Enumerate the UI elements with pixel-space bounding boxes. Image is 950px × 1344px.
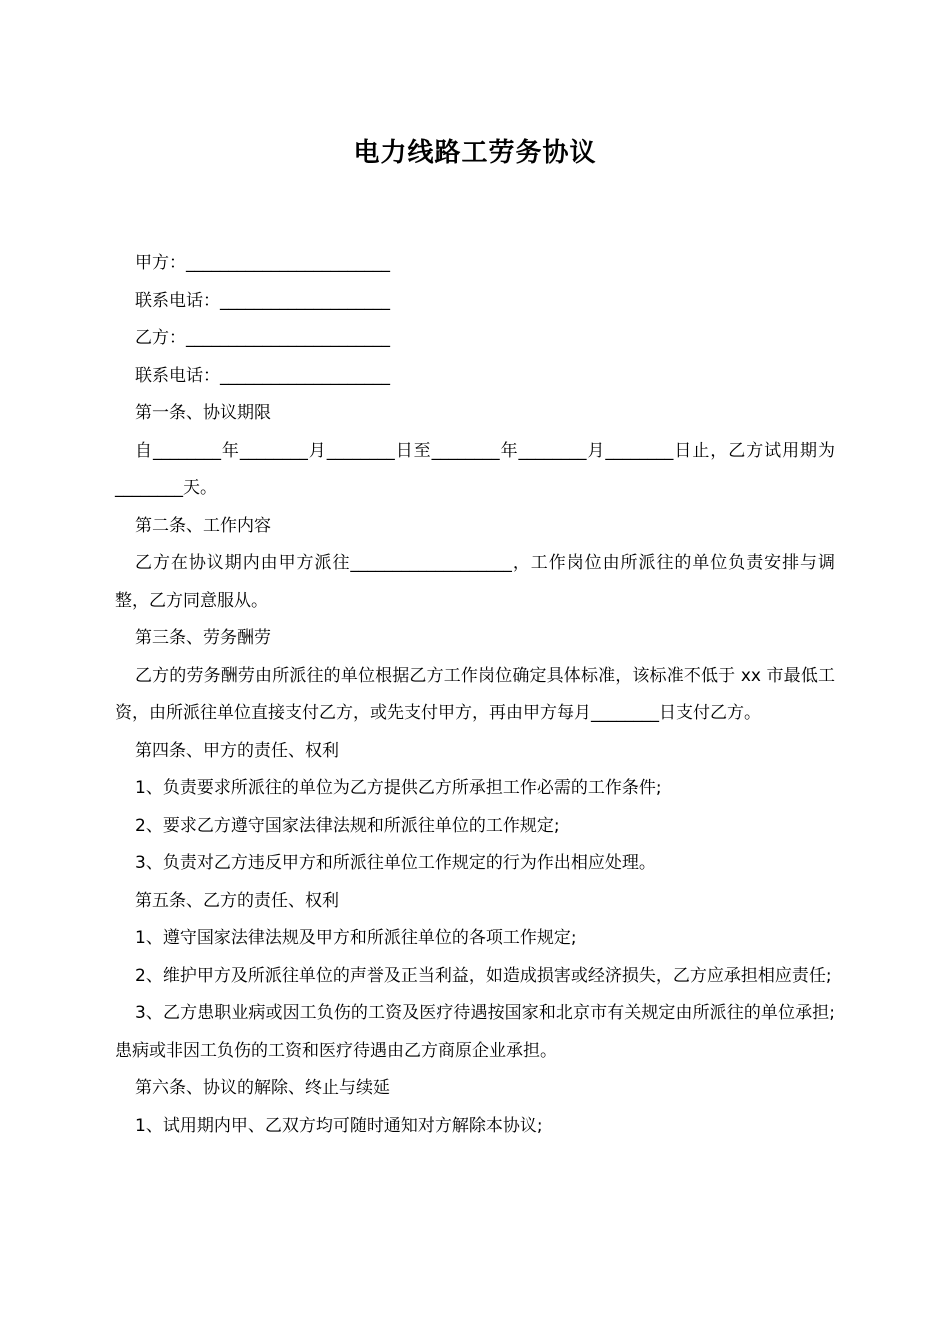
article-5-item-2: 2、维护甲方及所派往单位的声誉及正当利益，如造成损害或经济损失，乙方应承担相应责任;: [135, 965, 832, 986]
party-a-line: 甲方：________________________: [135, 253, 390, 273]
party-b-phone-line: 联系电话：____________________: [135, 365, 390, 386]
article-3-text: 乙方的劳务酬劳由所派往的单位根据乙方工作岗位确定具体标准，该标准不低于 xx 市最低工资，由所派往单位直接支付乙方，或先支付甲方，再由甲方每月________日支付乙方。: [115, 665, 835, 723]
article-2-text: 乙方在协议期内由甲方派往___________________，工作岗位由所派往的单位负责安排与调整，乙方同意服从。: [115, 553, 835, 611]
article-5-item-1: 1、遵守国家法律法规及甲方和所派往单位的各项工作规定;: [135, 928, 577, 948]
article-4-item-1: 1、负责要求所派往的单位为乙方提供乙方所承担工作必需的工作条件;: [135, 778, 662, 798]
document-body: [115, 245, 835, 1145]
article-5-heading: 第五条、乙方的责任、权利: [135, 890, 339, 911]
article-2-heading: 第二条、工作内容: [135, 515, 271, 536]
article-5-item-3: 3、乙方患职业病或因工负伤的工资及医疗待遇按国家和北京市有关规定由所派往的单位承担;患病或非因工负伤的工资和医疗待遇由乙方商原企业承担。: [115, 1003, 835, 1061]
article-4-heading: 第四条、甲方的责任、权利: [135, 740, 339, 761]
document-title: 电力线路工劳务协议: [353, 138, 597, 168]
party-a-phone-line: 联系电话：____________________: [135, 290, 390, 311]
article-6-item-1: 1、试用期内甲、乙双方均可随时通知对方解除本协议;: [135, 1115, 543, 1136]
article-1-text: 自________年________月________日至________年________月________日止，乙方试用期为________天。: [115, 440, 835, 498]
article-1-heading: 第一条、协议期限: [135, 403, 271, 423]
article-3-heading: 第三条、劳务酬劳: [135, 628, 271, 648]
article-6-heading: 第六条、协议的解除、终止与续延: [135, 1078, 390, 1098]
article-4-item-3: 3、负责对乙方违反甲方和所派往单位工作规定的行为作出相应处理。: [135, 853, 656, 873]
article-4-item-2: 2、要求乙方遵守国家法律法规和所派往单位的工作规定;: [135, 815, 560, 836]
party-b-line: 乙方：________________________: [135, 328, 390, 348]
